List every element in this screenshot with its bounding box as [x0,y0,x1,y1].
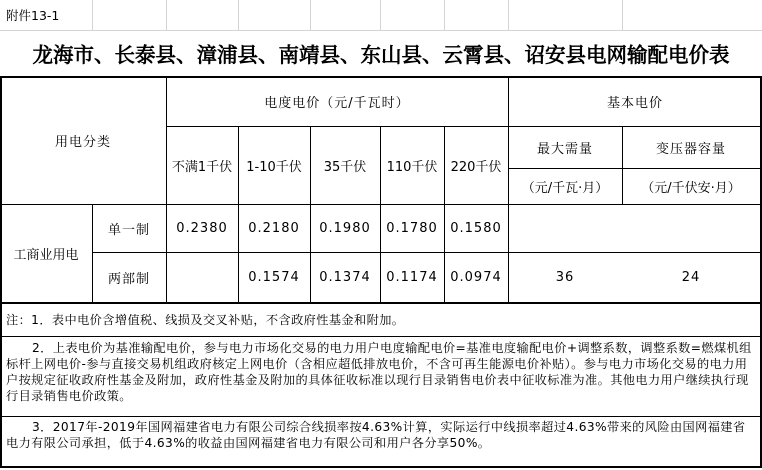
header-voltage-220kv: 220千伏 [450,160,502,175]
header-voltage-35kv: 35千伏 [323,160,367,175]
header-voltage-1-10kv: 1-10千伏 [246,160,302,175]
header-transformer-unit: （元/千伏安·月） [641,181,741,196]
page-title: 龙海市、长泰县、漳浦县、南靖县、东山县、云霄县、诏安县电网输配电价表 [32,43,730,67]
table-cell: 0.2380 [176,221,228,236]
header-category: 用电分类 [54,135,111,150]
note-1: 注：1．表中电价含增值税、线损及交叉补贴，不含政府性基金和附加。 [6,313,405,327]
header-max-demand: 最大需量 [536,142,593,157]
table-cell: 36 [555,270,575,285]
row-name-single: 单一制 [107,223,150,238]
header-max-demand-unit: （元/千瓦·月） [521,181,609,196]
table-cell: 0.2180 [248,221,300,236]
table-cell [166,253,238,302]
header-energy-price: 电度电价（元/千瓦时） [264,96,410,111]
table-cell [622,205,760,252]
table-cell: 0.1574 [248,270,300,285]
row-category: 工商业用电 [13,248,79,263]
annex-label: 附件13-1 [6,8,60,23]
table-cell [508,205,622,252]
table-cell: 0.1174 [386,270,438,285]
note-2: 2．上表电价为基准输配电价，参与电力市场化交易的电力用户电度输配电价=基准电度输配电价+调整系数，调整系数=燃煤机组标杆上网电价-参与直接交易机组政府核定上网电价（含相应超低排放电价，不含可再生能源电价补贴）。参与电力市场化交易的电力用户按规定征收政府性基金及附加，政府性基金及附加的具体征收标准以现行目录销售电价表中征收标准为准。其他电力用户继续执行现行目录销售电价政策。 [6,341,752,403]
header-transformer-capacity: 变压器容量 [655,142,726,157]
table-cell: 0.1980 [319,221,371,236]
table-cell: 0.0974 [450,270,502,285]
table-cell: 24 [681,270,701,285]
table-cell: 0.1580 [450,221,502,236]
table-cell: 0.1374 [319,270,371,285]
header-voltage-lt1kv: 不满1千伏 [171,160,233,175]
note-3: 3．2017年-2019年国网福建省电力有限公司综合线损率按4.63%计算，实际运行中线损率超过4.63%带来的风险由国网福建省电力有限公司承担，低于4.63%的收益由国网福建省电力有限公司和用户各分享50%。 [6,420,746,450]
row-name-two-part: 两部制 [107,272,150,287]
header-basic-price: 基本电价 [606,96,663,111]
table-cell: 0.1780 [386,221,438,236]
header-voltage-110kv: 110千伏 [386,160,438,175]
